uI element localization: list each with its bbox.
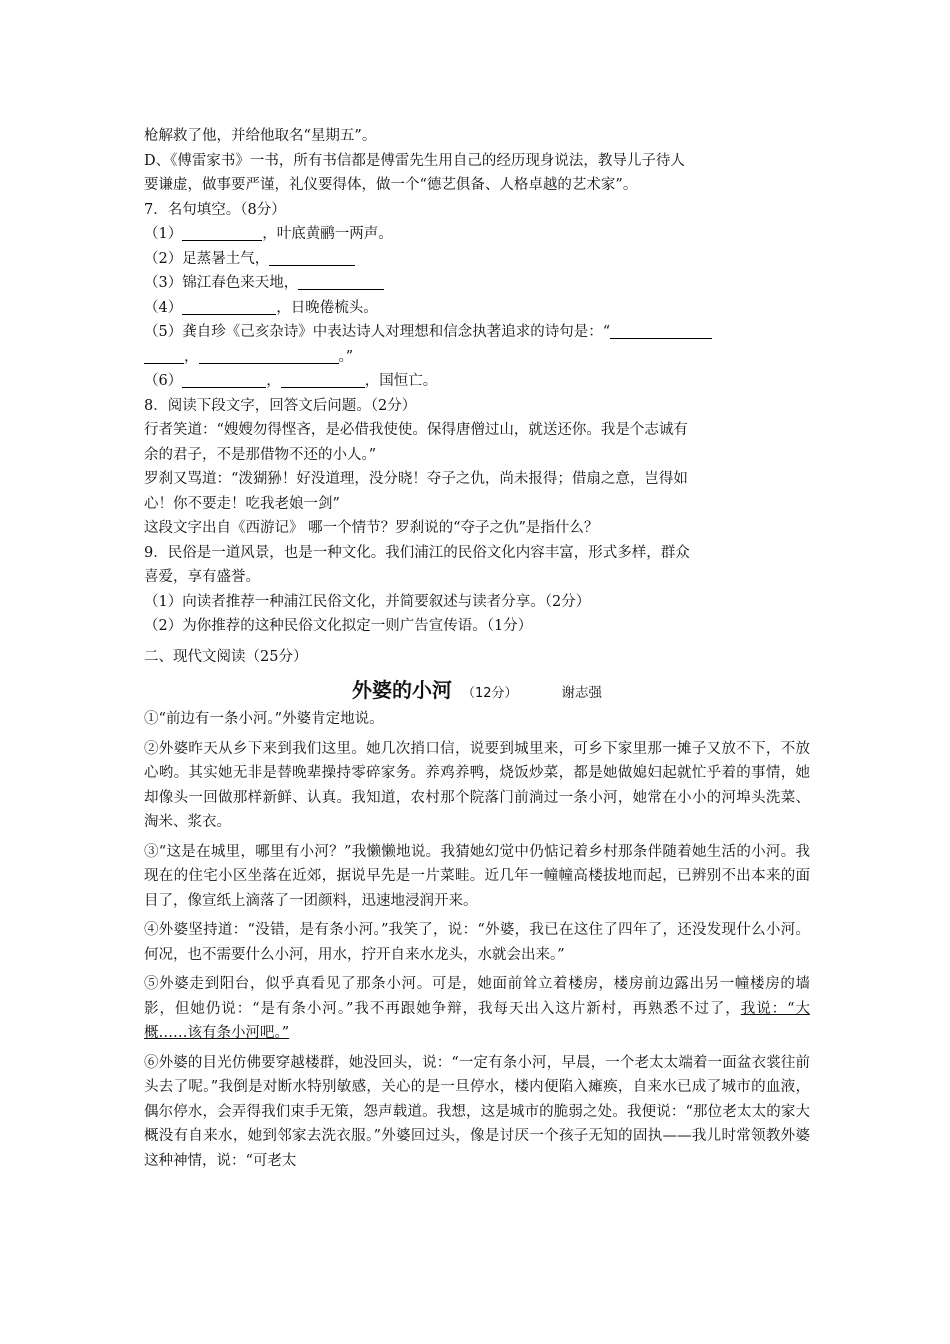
text-line: 枪解救了他，并给他取名“星期五”。 xyxy=(144,128,377,144)
fill-blank[interactable] xyxy=(199,347,339,364)
fill-blank[interactable] xyxy=(298,273,384,290)
fill-blank[interactable] xyxy=(281,371,365,388)
item-sep: ， xyxy=(184,348,199,365)
question-7-item-5-cont xyxy=(144,345,810,370)
question-9-sub-1: （1）向读者推荐一种浦江民俗文化，并简要叙述与读者分享。（2分） xyxy=(144,593,591,610)
item-sep: ， xyxy=(266,373,281,389)
fill-blank[interactable] xyxy=(269,249,355,266)
article-title: 外婆的小河 xyxy=(351,678,452,702)
passage-line: 行者笑道：“嫂嫂勿得悭吝，是必借我使使。保得唐僧过山，就送还你。我是个志诚有 xyxy=(144,422,688,438)
question-8-prompt: 这段文字出自《西游记》 哪一个情节？罗刹说的“夺子之仇”是指什么？ xyxy=(144,520,599,536)
question-9-line2: 喜爱，享有盛誉。 xyxy=(144,569,260,585)
fill-blank[interactable] xyxy=(182,224,262,241)
underlined-sentence: 我说：“大概……该有条小河吧。” xyxy=(144,1000,810,1041)
article-paragraph-1: ①“前边有一条小河。”外婆肯定地说。 xyxy=(144,711,384,727)
question-7-heading: 7．名句填空。（8分） xyxy=(144,201,286,218)
item-text: （2）足蒸暑土气， xyxy=(144,250,270,267)
document-page xyxy=(144,124,810,1173)
article-paragraph-5 xyxy=(144,972,810,1046)
article-paragraph-4: ④外婆坚持道：“没错，是有条小河。”我笑了，说：“外婆，我已在这住了四年了，还没发现什么小河。何况，也不需要什么小河，用水，拧开自来水龙头，水就会出来。” xyxy=(144,922,810,963)
question-7-item-3 xyxy=(144,271,810,296)
article-score: （12分） xyxy=(461,686,518,701)
question-7-item-1 xyxy=(144,222,810,247)
question-7-item-6 xyxy=(144,369,810,394)
item-text: ，日晚倦梳头。 xyxy=(276,299,378,316)
fill-blank[interactable] xyxy=(182,371,266,388)
item-text: ，国恒亡。 xyxy=(364,373,438,389)
question-9-line1: 9．民俗是一道风景，也是一种文化。我们浦江的民俗文化内容丰富，形式多样，群众 xyxy=(144,544,690,561)
article-paragraph-6: ⑥外婆的目光仿佛要穿越楼群，她没回头，说：“一定有条小河，早晨，一个老太太端着一面盆衣裳往前头去了呢。”我倒是对断水特别敏感，关心的是一旦停水，楼内便陷入瘫痪，自来水已成了城市的血液，偶尔停水，会弄得我们束手无策，怨声载道。我想，这是城市的脆弱之处。我便说：“那位老太太的家大概没有自来水，她到邻家去洗衣服。”外婆回过头，像是讨厌一个孩子无知的固执——我儿时常领教外婆这种神情，说：“可老太 xyxy=(144,1054,810,1169)
item-label: （4） xyxy=(144,299,183,316)
fill-blank[interactable] xyxy=(610,322,712,339)
paragraph-text: ⑤外婆走到阳台，似乎真看见了那条小河。可是，她面前耸立着楼房，楼房前边露出另一幢楼房的墙影，但她仍说：“是有条小河。”我不再跟她争辩，我每天出入这片新村，再熟悉不过了， xyxy=(144,976,810,1017)
item-text: （5）龚自珍《己亥杂诗》中表达诗人对理想和信念执著追求的诗句是：“ xyxy=(144,324,611,340)
question-9-sub-2: （2）为你推荐的这种民俗文化拟定一则广告宣传语。（1分） xyxy=(144,618,533,634)
article-header xyxy=(144,673,810,707)
question-7-item-2 xyxy=(144,247,810,272)
item-text: ，叶底黄鹂一两声。 xyxy=(262,226,393,242)
article-paragraph-2: ②外婆昨天从乡下来到我们这里。她几次捎口信，说要到城里来，可乡下家里那一摊子又放不下，不放心哟。其实她无非是替晚辈操持零碎家务。养鸡养鸭，烧饭炒菜，都是她做媳妇起就忙乎着的事情，她却像头一回做那样新鲜、认真。我知道，农村那个院落门前淌过一条小河，她常在小小的河埠头洗菜、淘米、浆衣。 xyxy=(144,740,810,830)
option-d-line1: D、《傅雷家书》一书，所有书信都是傅雷先生用自己的经历现身说法，教导儿子待人 xyxy=(144,152,685,169)
article-paragraph-3: ③“这是在城里，哪里有小河？”我懒懒地说。我猜她幻觉中仍惦记着乡村那条伴随着她生活的小河。我现在的住宅小区坐落在近郊，据说早先是一片菜畦。近几年一幢幢高楼拔地而起，已辨别不出本来的面目了，像宣纸上滴落了一团颜料，迅速地浸润开来。 xyxy=(144,843,810,909)
option-d-line2: 要谦虚，做事要严谨，礼仪要得体，做一个“德艺俱备、人格卓越的艺术家”。 xyxy=(144,177,638,193)
item-text: （3）锦江春色来天地， xyxy=(144,275,299,291)
fill-blank[interactable] xyxy=(144,347,184,364)
passage-line: 余的君子，不是那借物不还的小人。” xyxy=(144,446,377,463)
passage-line: 心！你不要走！吃我老娘一剑” xyxy=(144,495,340,512)
item-label: （1） xyxy=(144,226,183,242)
question-8-heading: 8．阅读下段文字，回答文后问题。（2分） xyxy=(144,397,417,414)
section-heading: 二、现代文阅读（25分） xyxy=(144,648,308,665)
item-text: 。” xyxy=(338,348,354,365)
article-author: 谢志强 xyxy=(561,685,603,701)
question-7-item-5 xyxy=(144,320,810,345)
fill-blank[interactable] xyxy=(182,298,276,315)
item-label: （6） xyxy=(144,373,183,389)
question-7-item-4 xyxy=(144,296,810,321)
passage-line: 罗刹又骂道：“泼猢狲！好没道理，没分晓！夺子之仇，尚未报得；借扇之意，岂得如 xyxy=(144,471,688,487)
